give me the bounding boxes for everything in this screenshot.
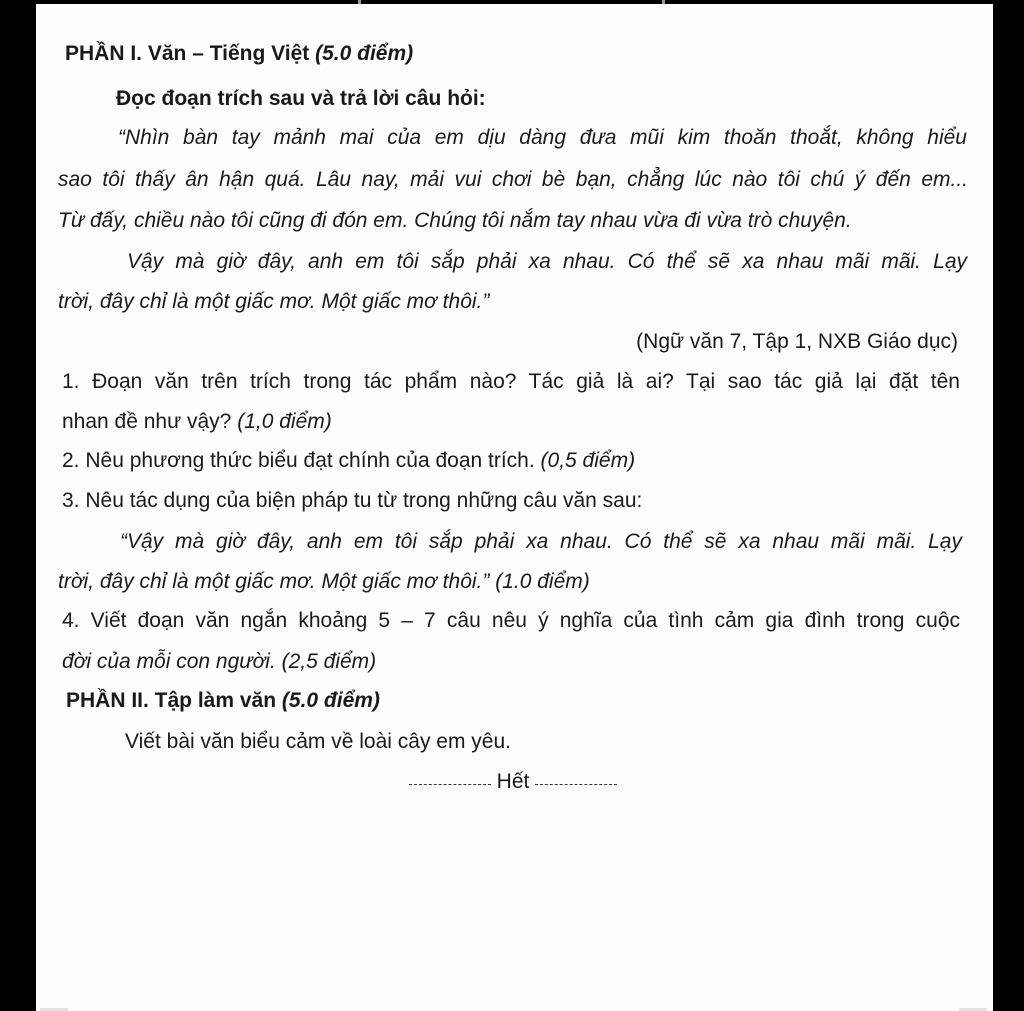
passage-line-3: Từ đấy, chiều nào tôi cũng đi đón em. Chúng tôi nắm tay nhau vừa đi vừa trò chuyện. bbox=[58, 209, 852, 232]
passage-source: (Ngữ văn 7, Tập 1, NXB Giáo dục) bbox=[636, 330, 958, 353]
question-2-score: (0,5 điểm) bbox=[540, 449, 636, 472]
end-label: Hết bbox=[496, 770, 530, 793]
question-4-line-1: 4. Viết đoạn văn ngắn khoảng 5 – 7 câu nêu ý nghĩa của tình cảm gia đình trong cuộc bbox=[62, 609, 960, 632]
passage-line-5: trời, đây chỉ là một giấc mơ. Một giấc mơ thôi.” bbox=[58, 290, 490, 313]
exam-page bbox=[36, 4, 993, 1011]
part1-instruction: Đọc đoạn trích sau và trả lời câu hỏi: bbox=[116, 87, 486, 110]
question-4-line-2: đời của mỗi con người. (2,5 điểm) bbox=[62, 650, 377, 673]
passage-line-1: “Nhìn bàn tay mảnh mai của em dịu dàng đưa mũi kim thoăn thoắt, không hiểu bbox=[118, 126, 967, 149]
question-1-score: (1,0 điểm) bbox=[237, 410, 332, 433]
part1-heading bbox=[65, 34, 413, 74]
question-1-line-2 bbox=[62, 402, 332, 442]
part2-heading bbox=[66, 681, 380, 721]
passage-line-2: sao tôi thấy ân hận quá. Lâu nay, mải vui chơi bè bạn, chẳng lúc nào tôi chú ý đến em... bbox=[58, 168, 968, 191]
question-2-text: 2. Nêu phương thức biểu đạt chính của đoạn trích. bbox=[62, 449, 541, 472]
part2-task: Viết bài văn biểu cảm về loài cây em yêu. bbox=[125, 730, 511, 753]
part1-heading-text: PHẦN I. Văn – Tiếng Việt bbox=[65, 42, 316, 65]
part1-heading-score: (5.0 điểm) bbox=[315, 42, 414, 65]
end-marker bbox=[398, 762, 628, 802]
question-3-quote-line-2: trời, đây chỉ là một giấc mơ. Một giấc mơ thôi.” (1.0 điểm) bbox=[58, 570, 590, 593]
end-dash-right bbox=[535, 784, 617, 785]
question-3-text: 3. Nêu tác dụng của biện pháp tu từ trong những câu văn sau: bbox=[62, 489, 643, 512]
question-3-quote-line-1: “Vậy mà giờ đây, anh em tôi sắp phải xa nhau. Có thể sẽ xa nhau mãi mãi. Lạy bbox=[120, 530, 962, 553]
question-1-line-1: 1. Đoạn văn trên trích trong tác phẩm nào? Tác giả là ai? Tại sao tác giả lại đặt tên bbox=[62, 370, 960, 393]
part2-heading-score: (5.0 điểm) bbox=[281, 689, 380, 712]
question-1-text-end: nhan đề như vậy? bbox=[62, 410, 238, 433]
end-dash-left bbox=[409, 784, 491, 785]
question-2 bbox=[62, 441, 635, 481]
part2-heading-text: PHẦN II. Tập làm văn bbox=[66, 689, 282, 712]
passage-line-4: Vậy mà giờ đây, anh em tôi sắp phải xa nhau. Có thể sẽ xa nhau mãi mãi. Lạy bbox=[127, 250, 967, 273]
